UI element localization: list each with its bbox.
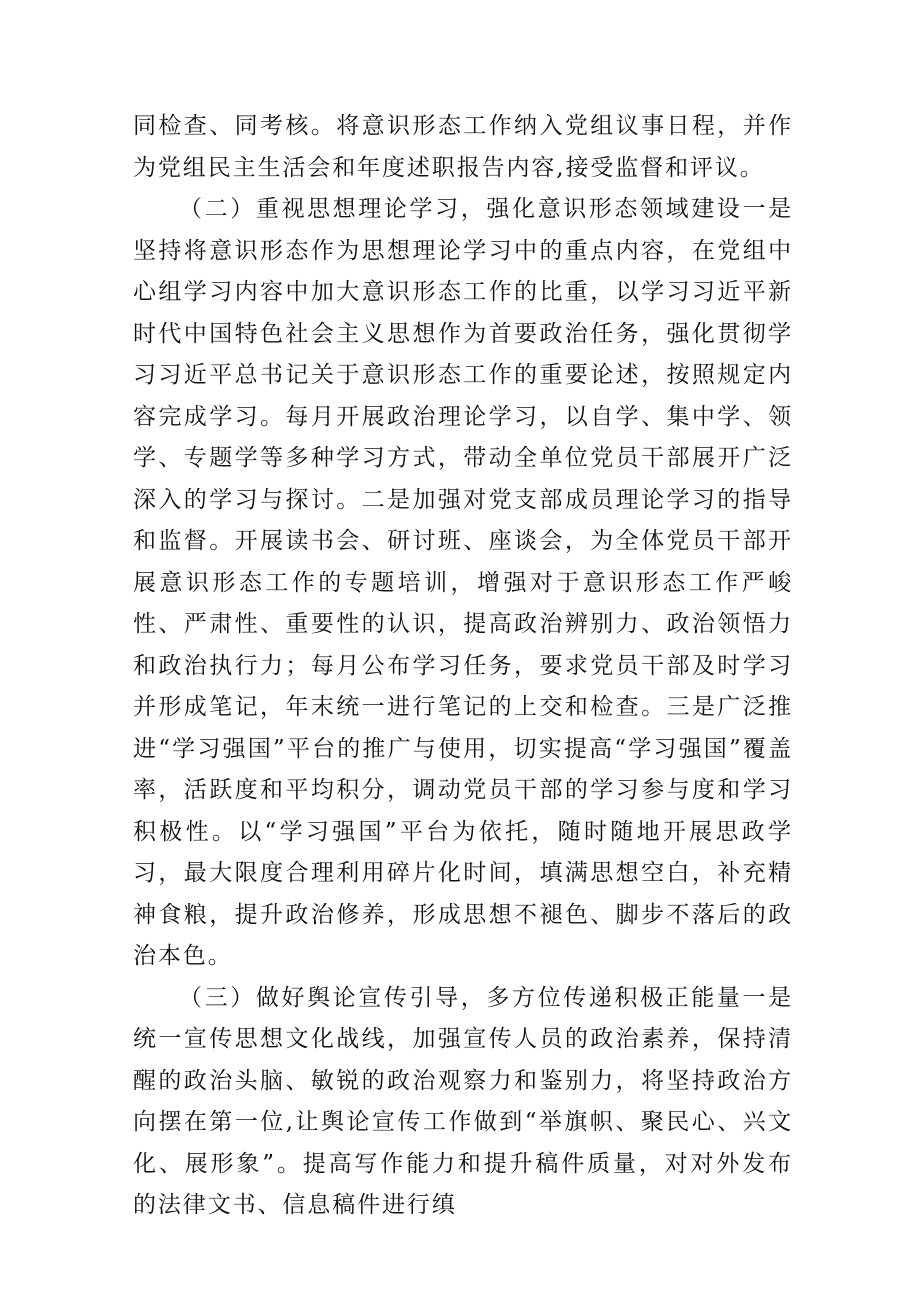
paragraph-section-three: （三）做好舆论宣传引导，多方位传递积极正能量一是统一宣传思想文化战线，加强宣传人员的政治素养，保持清醒的政治头脑、敏锐的政治观察力和鉴别力，将坚持政治方向摆在第一位,让舆论宣传工作做到“举旗帜、聚民心、兴文化、展形象”。提高写作能力和提升稿件质量，对对外发布的法律文书、信息稿件进行缜: [133, 984, 793, 1218]
document-body: [133, 106, 793, 1227]
paragraph-section-two: （二）重视思想理论学习，强化意识形态领域建设一是坚持将意识形态作为思想理论学习中的重点内容，在党组中心组学习内容中加大意识形态工作的比重，以学习习近平新时代中国特色社会主义思想作为首要政治任务，强化贯彻学习习近平总书记关于意识形态工作的重要论述，按照规定内容完成学习。每月开展政治理论学习，以自学、集中学、领学、专题学等多种学习方式，带动全单位党员干部展开广泛深入的学习与探讨。二是加强对党支部成员理论学习的指导和监督。开展读书会、研讨班、座谈会，为全体党员干部开展意识形态工作的专题培训，增强对于意识形态工作严峻性、严肃性、重要性的认识，提高政治辨别力、政治领悟力和政治执行力；每月公布学习任务，要求党员干部及时学习并形成笔记，年末统一进行笔记的上交和检查。三是广泛推进“学习强国”平台的推广与使用，切实提高“学习强国”覆盖率，活跃度和平均积分，调动党员干部的学习参与度和学习积极性。以“学习强国”平台为依托，随时随地开展思政学习，最大限度合理利用碎片化时间，填满思想空白，补充精神食粮，提升政治修养，形成思想不褪色、脚步不落后的政治本色。: [133, 196, 793, 969]
paragraph-continuation: 同检查、同考核。将意识形态工作纳入党组议事日程，并作为党组民主生活会和年度述职报告内容,接受监督和评议。: [133, 113, 793, 181]
